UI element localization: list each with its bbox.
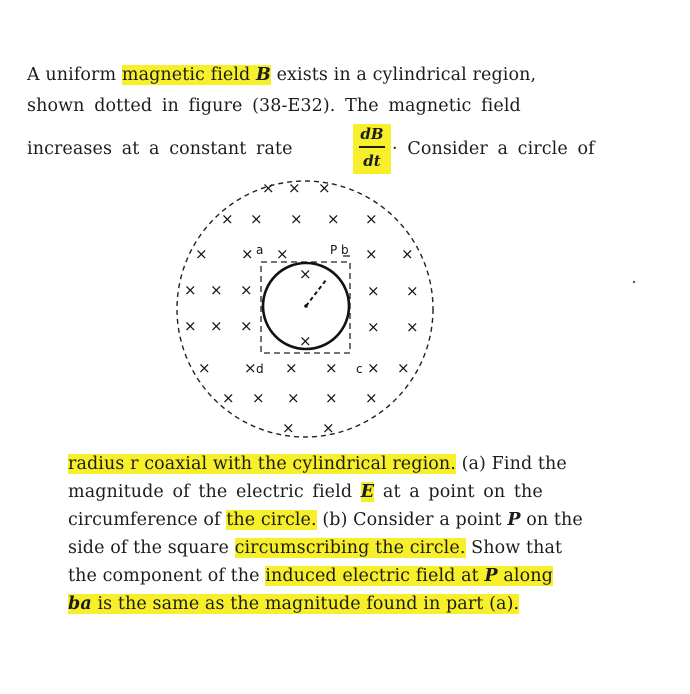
stray-dot (633, 281, 635, 283)
radius-line (306, 280, 326, 306)
para2-line3 (68, 508, 583, 532)
field-crosses (184, 179, 419, 437)
highlight: circumscribing the circle. (234, 538, 466, 558)
text: along (497, 566, 553, 586)
highlight (68, 594, 519, 614)
field-cross-icon: × (406, 318, 419, 336)
label-a: a (256, 243, 264, 257)
label-c: c (356, 362, 363, 376)
para1-line2: shown dotted in figure (38-E32). The magnetic field (27, 96, 521, 116)
text: magnitude of the electric field (68, 482, 361, 502)
field-cross-icon: × (240, 281, 253, 299)
text: circumference of (68, 510, 227, 530)
para2-line2 (68, 480, 543, 504)
field-cross-icon: × (299, 332, 312, 350)
field-cross-icon: × (365, 210, 378, 228)
field-cross-icon: × (210, 317, 223, 335)
fraction-denominator: dt (363, 152, 381, 170)
field-cross-icon: × (327, 210, 340, 228)
field-cross-icon: × (406, 282, 419, 300)
field-cross-icon: × (221, 210, 234, 228)
field-cross-icon: × (287, 389, 300, 407)
para2-line5 (68, 564, 553, 588)
text: induced electric field at (265, 566, 485, 586)
text: (a) Find the (455, 454, 567, 474)
field-cross-icon: × (184, 281, 197, 299)
label-P: P (330, 243, 338, 257)
symbol-B: B (256, 65, 271, 85)
field-cross-icon: × (210, 281, 223, 299)
field-cross-icon: × (252, 389, 265, 407)
para2-line1 (68, 452, 567, 476)
text: the component of the (68, 566, 266, 586)
field-cross-icon: × (322, 419, 335, 437)
text: side of the square (68, 538, 235, 558)
fraction-numerator: dB (360, 125, 384, 143)
cylinder-boundary-circle (177, 181, 433, 437)
para1-line3-b: · Consider a circle of (392, 139, 595, 159)
text: magnetic field (121, 65, 251, 85)
field-cross-icon: × (244, 359, 257, 377)
field-cross-icon: × (195, 245, 208, 263)
text: (b) Consider a point (316, 510, 508, 530)
highlight (265, 566, 553, 586)
highlight: radius r coaxial with the cylindrical region. (68, 454, 456, 474)
field-cross-icon: × (184, 317, 197, 335)
symbol-P: P (507, 510, 521, 530)
field-cross-icon: × (241, 245, 254, 263)
field-cross-icon: × (250, 210, 263, 228)
field-cross-icon: × (325, 359, 338, 377)
field-cross-icon: × (288, 179, 301, 197)
text: is the same as the magnitude found in part (a). (91, 594, 520, 614)
field-cross-icon: × (290, 210, 303, 228)
field-cross-icon: × (397, 359, 410, 377)
field-cross-icon: × (276, 245, 289, 263)
field-cross-icon: × (198, 359, 211, 377)
field-cross-icon: × (222, 389, 235, 407)
field-cross-icon: × (401, 245, 414, 263)
symbol-P: P (484, 566, 498, 586)
field-cross-icon: × (367, 359, 380, 377)
field-cross-icon: × (262, 179, 275, 197)
field-cross-icon: × (282, 419, 295, 437)
para2-line4 (68, 536, 562, 560)
field-cross-icon: × (367, 318, 380, 336)
text: A uniform (27, 65, 122, 85)
text: at a point on the (374, 482, 543, 502)
field-cross-icon: × (240, 317, 253, 335)
field-cross-icon: × (318, 179, 331, 197)
text: exists in a cylindrical region, (270, 65, 537, 85)
field-cross-icon: × (365, 245, 378, 263)
para2-line6 (68, 592, 519, 616)
field-cross-icon: × (325, 389, 338, 407)
label-d: d (256, 362, 264, 376)
highlight: the circle. (226, 510, 317, 530)
field-cross-icon: × (365, 389, 378, 407)
symbol-E: E (360, 482, 375, 502)
center-dot (304, 304, 308, 308)
field-cross-icon: × (285, 359, 298, 377)
label-b: b (341, 243, 349, 257)
text: on the (520, 510, 583, 530)
field-cross-icon: × (367, 282, 380, 300)
para1-line3-a: increases at a constant rate (27, 139, 293, 159)
symbol-ba: ba (68, 594, 92, 614)
text: Show that (465, 538, 563, 558)
field-cross-icon: × (299, 265, 312, 283)
